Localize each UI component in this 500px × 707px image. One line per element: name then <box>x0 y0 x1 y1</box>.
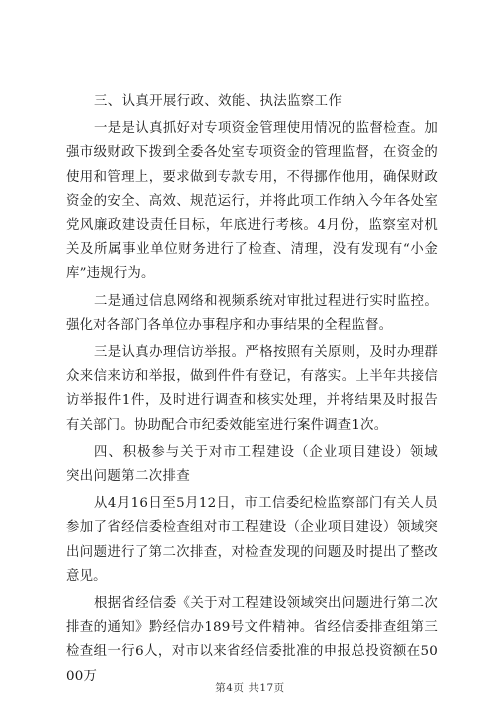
paragraph-petitions: 三是认真办理信访举报。严格按照有关原则，及时办理群众来信来访和举报，做到件件有登记，有落实。上半年共接信访举报件1件，及时进行调查和核实处理，并将结果及时报告有关部门。协助配合市纪委效能室进行案件调查1次。 <box>66 345 438 433</box>
paragraph-provincial-notice: 根据省经信委《关于对工程建设领域突出问题进行第二次排查的通知》黔经信办189号文件精神。省经信委排查组第三检查组一行6人，对市以来省经信委批准的申报总投资额在5000万 <box>66 596 438 684</box>
paragraph-special-funds: 一是是认真抓好对专项资金管理使用情况的监督检查。加强市级财政下拨到全委各处室专项资金的管理监督，在资金的使用和管理上，要求做到专款专用，不得挪作他用，确保财政资金的安全、高效、规范运行，并将此项工作纳入今年各处室党风廉政建设责任目标，年底进行考核。4月份，监察室对机关及所属事业单位财务进行了检查、清理，没有发现有“小金库”违规行为。 <box>66 121 438 282</box>
page-number-footer: 第4页 共17页 <box>215 682 285 694</box>
section-4-heading: 四、积极参与关于对市工程建设（企业项目建设）领域突出问题第二次排查 <box>66 444 438 485</box>
document-body <box>66 90 438 692</box>
paragraph-realtime-monitoring: 二是通过信息网络和视频系统对审批过程进行实时监控。强化对各部门各单位办事程序和办事结果的全程监督。 <box>66 293 438 333</box>
section-3-heading: 三、认真开展行政、效能、执法监察工作 <box>94 94 343 109</box>
paragraph-second-inspection: 从4月16日至5月12日，市工信委纪检监察部门有关人员参加了省经信委检查组对市工程建设（企业项目建设）领域突出问题进行了第二次排查，对检查发现的问题及时提出了整改意见。 <box>66 496 438 584</box>
